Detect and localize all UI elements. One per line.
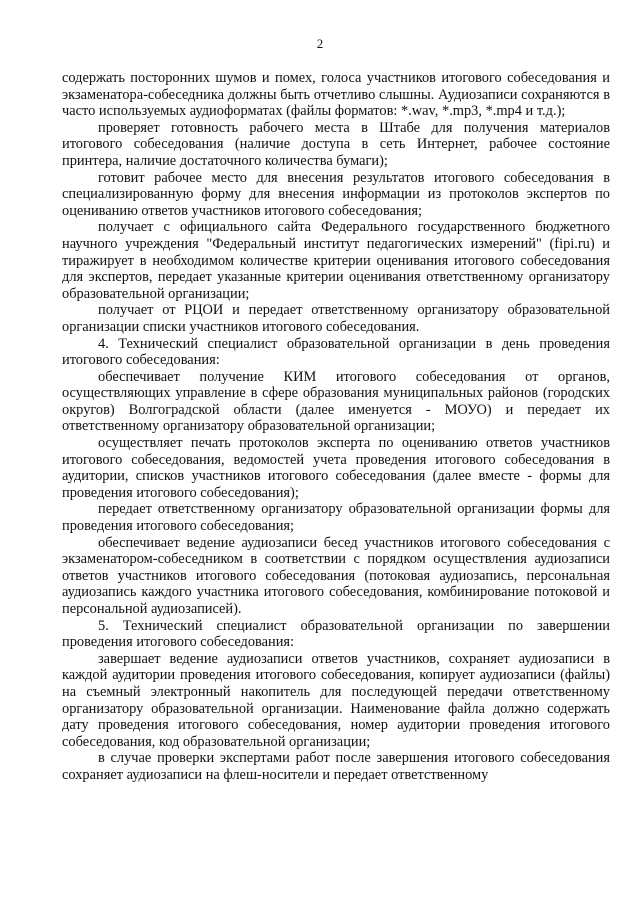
document-body — [62, 70, 610, 784]
paragraph-audio-recording: обеспечивает ведение аудиозаписи бесед участников итогового собеседования с экзаменатором-собеседником в соответствии с порядком осуществления аудиозаписи ответов участников итогового собеседования (потоковая аудиозапись, персональная аудиозапись каждого участника итогового собеседования, комбинирование потоковой и персональной аудиозаписей). — [62, 534, 610, 617]
paragraph-finish-recording: завершает ведение аудиозаписи ответов участников, сохраняет аудиозаписи в каждой аудитории проведения итогового собеседования, копирует аудиозаписи (файлы) на съемный электронный накопитель для последующей передачи ответственному организатору образовательной организации. Наименование файла должно содержать дату проведения итогового собеседования, номер аудитории проведения итогового собеседования, код образовательной организации; — [62, 650, 610, 750]
page-number: 2 — [316, 36, 324, 51]
paragraph-continuation: содержать посторонних шумов и помех, голоса участников итогового собеседования и экзаменатора-собеседника должны быть отчетливо слышны. Аудиозаписи сохраняются в часто используемых аудиоформатах (файлы форматов: *.wav, *.mp3, *.mp4 и т.д.); — [62, 70, 610, 120]
paragraph-get-kim: обеспечивает получение КИМ итогового собеседования от органов, осуществляющих управление в сфере образования муниципальных районов (городских округов) Волгоградской области (далее именуется - МОУО) и передает их ответственному организатору образовательной организации; — [62, 368, 610, 435]
section-5-heading: 5. Технический специалист образовательной организации по завершении проведения итогового собеседования: — [62, 617, 610, 651]
paragraph-check-workplace: проверяет готовность рабочего места в Штабе для получения материалов итогового собеседования (наличие доступа в сеть Интернет, рабочее состояние принтера, наличие достаточного количества бумаги); — [62, 119, 610, 169]
section-4-heading: 4. Технический специалист образовательной организации в день проведения итогового собеседования: — [62, 335, 610, 369]
paragraph-get-lists: получает от РЦОИ и передает ответственному организатору образовательной организации списки участников итогового собеседования. — [62, 302, 610, 335]
paragraph-save-to-flash: в случае проверки экспертами работ после завершения итогового собеседования сохраняет аудиозаписи на флеш-носители и передает ответственному — [62, 750, 610, 783]
paragraph-get-criteria: получает с официального сайта Федерального государственного бюджетного научного учреждения "Федеральный институт педагогических измерений" (fipi.ru) и тиражирует в необходимом количестве критерии оценивания итогового собеседования для экспертов, передает указанные критерии оценивания ответственному организатору образовательной организации; — [62, 219, 610, 302]
paragraph-print-protocols: осуществляет печать протоколов эксперта по оцениванию ответов участников итогового собеседования, ведомостей учета проведения итогового собеседования в аудитории, списков участников итогового собеседования (далее вместе - формы для проведения итогового собеседования); — [62, 435, 610, 501]
paragraph-prepare-workplace: готовит рабочее место для внесения результатов итогового собеседования в специализированную форму для внесения информации из протоколов экспертов по оцениванию ответов участников итогового собеседования; — [62, 169, 610, 219]
paragraph-pass-forms: передает ответственному организатору образовательной организации формы для проведения итогового собеседования; — [62, 501, 610, 535]
